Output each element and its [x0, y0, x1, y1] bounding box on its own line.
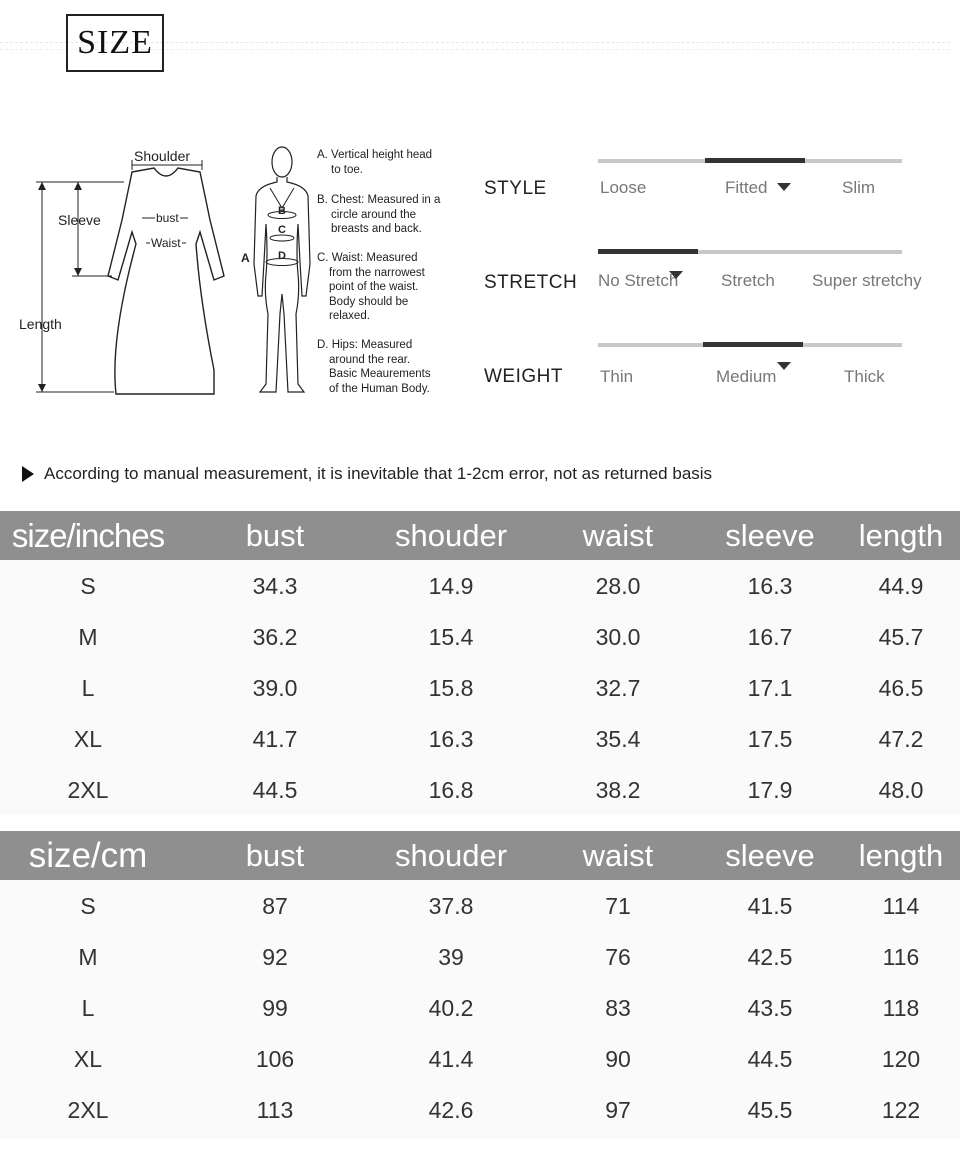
waist-label: Waist: [151, 236, 181, 250]
cell-sleeve: 16.7: [747, 624, 793, 650]
header-length: length: [858, 518, 944, 553]
header-waist: waist: [582, 518, 654, 553]
cell-bust: 87: [262, 893, 288, 919]
cell-length: 47.2: [878, 726, 924, 752]
cell-length: 122: [881, 1097, 921, 1123]
stretch-scale-selected: [598, 249, 698, 254]
cell-shoulder: 14.9: [428, 573, 474, 599]
cell-bust: 39.0: [252, 675, 298, 701]
play-arrow-icon: [22, 466, 34, 482]
cell-waist: 97: [605, 1097, 631, 1123]
cell-size: S: [80, 893, 96, 919]
cell-waist: 38.2: [595, 777, 641, 803]
style-scale-selected: [705, 158, 805, 163]
header-shoulder: shouder: [394, 518, 508, 553]
style-option-slim: Slim: [842, 178, 876, 197]
cell-waist: 28.0: [595, 573, 641, 599]
cell-shoulder: 40.2: [428, 995, 474, 1021]
table-body: [0, 560, 960, 815]
body-letter-a: A: [241, 251, 250, 265]
cell-shoulder: 41.4: [428, 1046, 474, 1072]
cell-length: 48.0: [878, 777, 924, 803]
cell-shoulder: 42.6: [428, 1097, 474, 1123]
cell-shoulder: 15.8: [428, 675, 474, 701]
cell-waist: 76: [605, 944, 631, 970]
cell-bust: 92: [262, 944, 288, 970]
cell-shoulder: 16.3: [428, 726, 474, 752]
cell-length: 44.9: [878, 573, 924, 599]
cell-sleeve: 16.3: [747, 573, 793, 599]
weight-scale-selected: [703, 342, 803, 347]
header-shoulder: shouder: [394, 838, 508, 873]
body-letter-b: B: [278, 205, 286, 217]
table-row: [0, 1087, 960, 1138]
notice-text: According to manual measurement, it is inevitable that 1-2cm error, not as returned basis: [44, 464, 713, 483]
header-length: length: [858, 838, 944, 873]
table-row: [0, 883, 960, 934]
cell-bust: 44.5: [252, 777, 298, 803]
length-label: Length: [19, 316, 62, 332]
stretch-option-super-stretchy: Super stretchy: [812, 271, 922, 290]
stretch-option-no-stretch: No Stretch: [598, 271, 679, 290]
cell-size: L: [81, 675, 95, 701]
cell-size: 2XL: [67, 777, 109, 803]
stretch-option-stretch: Stretch: [721, 271, 775, 290]
body-letter-c: C: [278, 224, 286, 236]
table-row: [0, 934, 960, 985]
weight-option-medium: Medium: [716, 367, 777, 386]
cell-waist: 71: [605, 893, 631, 919]
cell-size: M: [78, 624, 98, 650]
cell-waist: 83: [605, 995, 631, 1021]
table-header: [0, 831, 960, 880]
cell-waist: 90: [605, 1046, 631, 1072]
cell-bust: 113: [256, 1097, 294, 1123]
stretch-selected-marker-icon: [669, 271, 683, 279]
style-label: STYLE: [484, 178, 547, 199]
header-bust: bust: [245, 518, 305, 553]
table-row: [0, 985, 960, 1036]
measurement-notice: [22, 464, 712, 484]
header-size: size/inches: [11, 517, 165, 554]
note-c: C. Waist: Measured from the narrowest point of the waist. Body should be relaxed.: [317, 252, 425, 322]
cell-length: 114: [882, 893, 920, 919]
cell-sleeve: 17.1: [747, 675, 793, 701]
header-sleeve: sleeve: [725, 518, 815, 553]
cell-size: S: [80, 573, 96, 599]
cell-bust: 106: [255, 1046, 295, 1072]
table-row: [0, 1036, 960, 1087]
cell-waist: 35.4: [595, 726, 641, 752]
cell-length: 120: [881, 1046, 921, 1072]
note-a: A. Vertical height head to toe.: [317, 149, 433, 176]
cell-size: 2XL: [67, 1097, 109, 1123]
table-row: [0, 614, 960, 665]
cell-sleeve: 43.5: [747, 995, 793, 1021]
cell-bust: 99: [262, 995, 288, 1021]
style-option-loose: Loose: [600, 178, 647, 197]
cell-shoulder: 37.8: [428, 893, 474, 919]
page-title: SIZE: [66, 14, 164, 72]
note-d: D. Hips: Measured around the rear. Basic Meaurements of the Human Body.: [317, 339, 431, 395]
cell-waist: 30.0: [595, 624, 641, 650]
table-body: [0, 880, 960, 1139]
weight-option-thick: Thick: [844, 367, 885, 386]
cell-bust: 34.3: [252, 573, 298, 599]
header-bust: bust: [245, 838, 305, 873]
cell-shoulder: 16.8: [428, 777, 474, 803]
style-option-fitted: Fitted: [725, 178, 768, 197]
size-table-cm: [0, 831, 960, 1139]
header-size: size/cm: [28, 836, 148, 875]
table-row: [0, 563, 960, 614]
cell-bust: 36.2: [252, 624, 298, 650]
body-letter-d: D: [278, 250, 286, 262]
weight-selected-marker-icon: [777, 362, 791, 370]
weight-label: WEIGHT: [484, 366, 563, 387]
header-waist: waist: [582, 838, 654, 873]
weight-option-thin: Thin: [600, 367, 634, 386]
sleeve-label: Sleeve: [58, 212, 101, 228]
table-row: [0, 665, 960, 716]
bust-label: bust: [156, 211, 179, 225]
cell-bust: 41.7: [252, 726, 298, 752]
cell-sleeve: 44.5: [747, 1046, 793, 1072]
cell-sleeve: 41.5: [747, 893, 793, 919]
body-diagram: [246, 144, 316, 396]
cell-sleeve: 45.5: [747, 1097, 793, 1123]
cell-length: 46.5: [878, 675, 924, 701]
dress-diagram: [14, 140, 244, 405]
note-b: B. Chest: Measured in a circle around the breasts and back.: [317, 194, 441, 235]
cell-sleeve: 17.9: [747, 777, 793, 803]
cell-sleeve: 17.5: [747, 726, 793, 752]
table-row: [0, 767, 960, 818]
cell-waist: 32.7: [595, 675, 641, 701]
style-selected-marker-icon: [777, 183, 791, 191]
cell-size: M: [78, 944, 98, 970]
size-table-inches: [0, 511, 960, 815]
cell-length: 116: [882, 944, 920, 970]
cell-size: XL: [73, 1046, 103, 1072]
cell-shoulder: 15.4: [428, 624, 474, 650]
cell-size: L: [81, 995, 95, 1021]
cell-length: 45.7: [878, 624, 924, 650]
header-sleeve: sleeve: [725, 838, 815, 873]
cell-sleeve: 42.5: [747, 944, 793, 970]
cell-shoulder: 39: [438, 944, 464, 970]
cell-length: 118: [882, 995, 920, 1021]
table-header: [0, 511, 960, 560]
stretch-label: STRETCH: [484, 272, 578, 293]
table-row: [0, 716, 960, 767]
shoulder-label: Shoulder: [134, 148, 191, 164]
cell-size: XL: [73, 726, 103, 752]
